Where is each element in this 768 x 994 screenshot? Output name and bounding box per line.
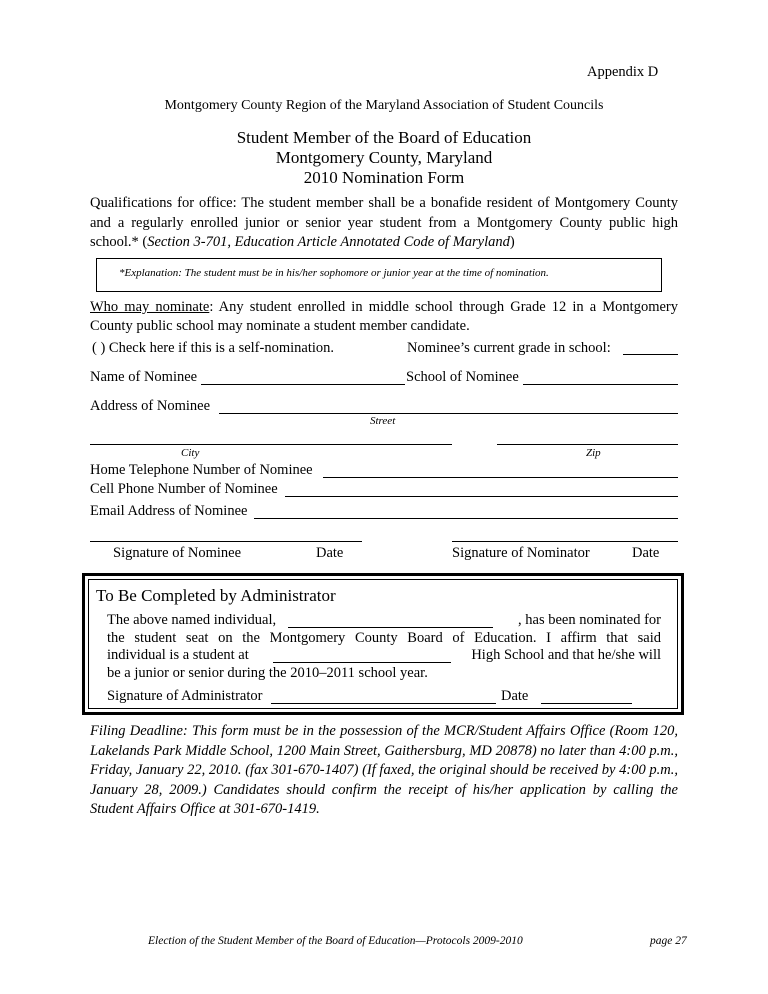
current-grade-label: Nominee’s current grade in school: [407,340,611,356]
footer-text: Election of the Student Member of the Board of Education—Protocols 2009-2010 [148,935,523,947]
cell-phone-label: Cell Phone Number of Nominee [90,481,278,497]
filing-deadline: Filing Deadline: This form must be in the possession of the MCR/Student Affairs Office (Room 120, Lakelands Park Middle School, 1200 Main Street, Gaithersburg, MD 20878) no later than 4:00 p.m., Friday, January 22, 2010. (fax 301-670-1407) (If faxed, the original should be received by 4:00 p.m., January 28, 2009.) Candidates should confirm the receipt of his/her application by calling the Student Affairs Office at 301-670-1419. [90,723,678,817]
nominator-signature-label: Signature of Nominator [452,545,590,561]
title-line-3: 2010 Nomination Form [303,168,465,187]
zip-field[interactable] [497,444,678,445]
qualifications-paragraph [90,194,678,253]
appendix-label: Appendix D [587,64,659,80]
admin-line1-start: The above named individual, [107,612,277,628]
qualifications-close: ) [509,234,515,250]
admin-line1-end: , has been nominated for [518,612,661,628]
cell-phone-field[interactable] [285,496,678,497]
who-may-nominate-paragraph [90,298,678,336]
nominator-date-label: Date [632,545,660,561]
form-title [0,128,768,188]
admin-date-label: Date [501,688,529,704]
street-field[interactable] [219,413,678,414]
nominee-date-label: Date [316,545,344,561]
admin-line3-start: individual is a student at [107,647,249,663]
qualifications-text: Qualifications for office: The student member shall be a bonafide resident of Montgomery County and a regularly enrolled junior or senior year student from a Montgomery County public high school.* ( [90,195,678,250]
nominee-name-label: Name of Nominee [90,369,198,385]
admin-line3-end: High School and that he/she will [471,647,661,663]
nominee-school-label: School of Nominee [406,369,519,385]
self-nomination-checkbox[interactable]: ( ) Check here if this is a self-nomination. [92,340,335,356]
admin-signature-label: Signature of Administrator [107,688,263,704]
home-phone-label: Home Telephone Number of Nominee [90,462,313,478]
title-line-2: Montgomery County, Maryland [275,148,493,167]
page-number: page 27 [650,935,687,947]
admin-line4: be a junior or senior during the 2010–2011 school year. [107,665,428,681]
city-field[interactable] [90,444,452,445]
admin-date-field[interactable] [541,703,632,704]
admin-line2: the student seat on the Montgomery County Board of Education. I affirm that said [107,630,661,646]
explanation-text: *Explanation: The student must be in his/her sophomore or junior year at the time of nomination. [119,267,549,279]
organization-name: Montgomery County Region of the Maryland Association of Student Councils [164,98,604,113]
current-grade-field[interactable] [623,354,678,355]
title-line-1: Student Member of the Board of Education [236,128,532,147]
address-label: Address of Nominee [90,398,211,414]
admin-signature-field[interactable] [271,703,496,704]
nominee-signature-label: Signature of Nominee [113,545,242,561]
who-may-nominate-label: Who may nominate [90,299,210,315]
home-phone-field[interactable] [323,477,678,478]
nominee-name-admin-field[interactable] [288,627,493,628]
city-caption: City [181,447,200,459]
nominee-school-field[interactable] [523,384,678,385]
email-label: Email Address of Nominee [90,503,248,519]
nominee-signature-field[interactable] [90,541,362,542]
nominator-signature-field[interactable] [452,541,678,542]
who-may-nominate-text: : Any student enrolled in middle school through Grade 12 in a Montgomery County public school may nominate a student member candidate. [90,299,678,334]
qualifications-citation: Section 3-701, Education Article Annotated Code of Maryland [147,234,510,250]
administrator-title: To Be Completed by Administrator [96,586,336,605]
street-caption: Street [370,415,396,427]
explanation-box [96,258,662,292]
email-field[interactable] [254,518,678,519]
school-admin-field[interactable] [273,662,451,663]
zip-caption: Zip [586,447,601,459]
nominee-name-field[interactable] [201,384,405,385]
